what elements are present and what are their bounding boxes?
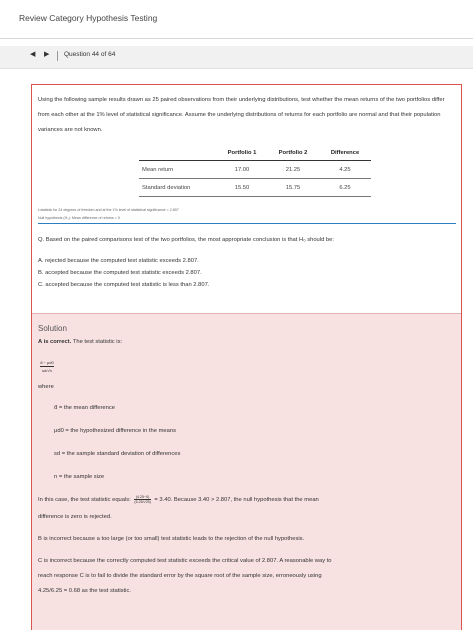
correct-answer-rest: The test statistic is: <box>71 339 123 345</box>
option-b-explanation: B is incorrect because a too large (or too small) test statistic leads to the rejection of the null hypothesis. <box>38 536 305 542</box>
section-divider <box>38 223 456 224</box>
question-intro: Using the following sample results drawn as 25 paired observations from their underlying distributions, test whether the mean returns of the two portfolios differ from each other at the 1% level of statistical significance. Assume the underlying distributions of returns for each portfolio are normal and that their population variances are not known. <box>38 97 445 133</box>
table-cell: 15.75 <box>267 179 319 197</box>
option-a[interactable]: A. rejected because the computed test statistic exceeds 2.807. <box>38 258 199 264</box>
solution-heading: Solution <box>38 324 67 333</box>
correct-answer-label: A is correct. <box>38 339 72 345</box>
title-divider <box>0 38 473 39</box>
test-statistic-formula <box>40 360 54 373</box>
fraction-bar <box>40 366 54 367</box>
definition-mean-difference: d̄ = the mean difference <box>54 405 115 411</box>
table-header: Portfolio 1 <box>217 145 267 161</box>
next-question-icon[interactable]: ▶ <box>44 51 50 58</box>
critical-value-note: t-statistic for 24 degrees of freedom and at the 1% level of statistical significance = 2.807 <box>38 208 179 212</box>
question-prompt: Q. Based on the paired comparisons test of the two portfolios, the most appropriate conclusion is that H₀ should be: <box>38 237 334 243</box>
option-c-explanation-line3: 4.25/6.25 = 0.68 as the test statistic. <box>38 588 131 594</box>
table-header-row <box>139 145 371 161</box>
formula-numerator: d̄ − μd0 <box>40 360 54 365</box>
null-hypothesis-note: Null hypothesis (H₀): Mean difference of returns = 0 <box>38 216 120 220</box>
question-card <box>31 84 462 630</box>
calc-numerator: (4.25−0) <box>135 495 150 499</box>
table-cell: 15.50 <box>217 179 267 197</box>
table-cell: 4.25 <box>319 161 371 179</box>
calculation-conclusion: difference is zero is rejected. <box>38 514 112 520</box>
table-row <box>139 179 371 197</box>
calculation-line <box>38 495 319 504</box>
definition-hypothesized-difference: μd0 = the hypothesized difference in the means <box>54 428 176 434</box>
where-label: where <box>38 384 54 390</box>
question-counter: Question 44 of 64 <box>64 51 116 58</box>
solution-correct-line <box>38 339 122 345</box>
definition-sample-size: n = the sample size <box>54 474 105 480</box>
option-c[interactable]: C. accepted because the computed test statistic is less than 2.807. <box>38 282 210 288</box>
table-header: Portfolio 2 <box>267 145 319 161</box>
prev-question-icon[interactable]: ◀ <box>30 51 36 58</box>
table-cell: 6.25 <box>319 179 371 197</box>
option-c-explanation-line2: reach response C is to fail to divide the standard error by the square root of the sample size, erroneously using <box>38 573 322 579</box>
table-row <box>139 161 371 179</box>
table-cell: 21.25 <box>267 161 319 179</box>
table-cell: 17.00 <box>217 161 267 179</box>
solution-panel <box>32 313 461 630</box>
table-cell: Mean return <box>139 161 217 179</box>
question-nav-bar <box>0 46 473 69</box>
option-b[interactable]: B. accepted because the computed test statistic exceeds 2.807. <box>38 270 202 276</box>
table-cell: Standard deviation <box>139 179 217 197</box>
formula-denominator: sd/√n <box>42 368 52 373</box>
definition-sample-sd: sd = the sample standard deviation of differences <box>54 451 181 457</box>
calc-suffix: = 3.40. Because 3.40 > 2.807, the null hypothesis that the mean <box>154 497 319 504</box>
table-header <box>139 145 217 161</box>
portfolio-table <box>139 145 371 197</box>
calc-denominator: (6.25/√25) <box>134 500 151 504</box>
calc-fraction <box>134 495 150 504</box>
nav-separator <box>57 51 58 61</box>
table-header: Difference <box>319 145 371 161</box>
page-title: Review Category Hypothesis Testing <box>19 13 158 23</box>
calc-prefix: In this case, the test statistic equals: <box>38 497 131 504</box>
option-c-explanation-line1: C is incorrect because the correctly computed test statistic exceeds the critical value of 2.807. A reasonable way to <box>38 558 332 564</box>
